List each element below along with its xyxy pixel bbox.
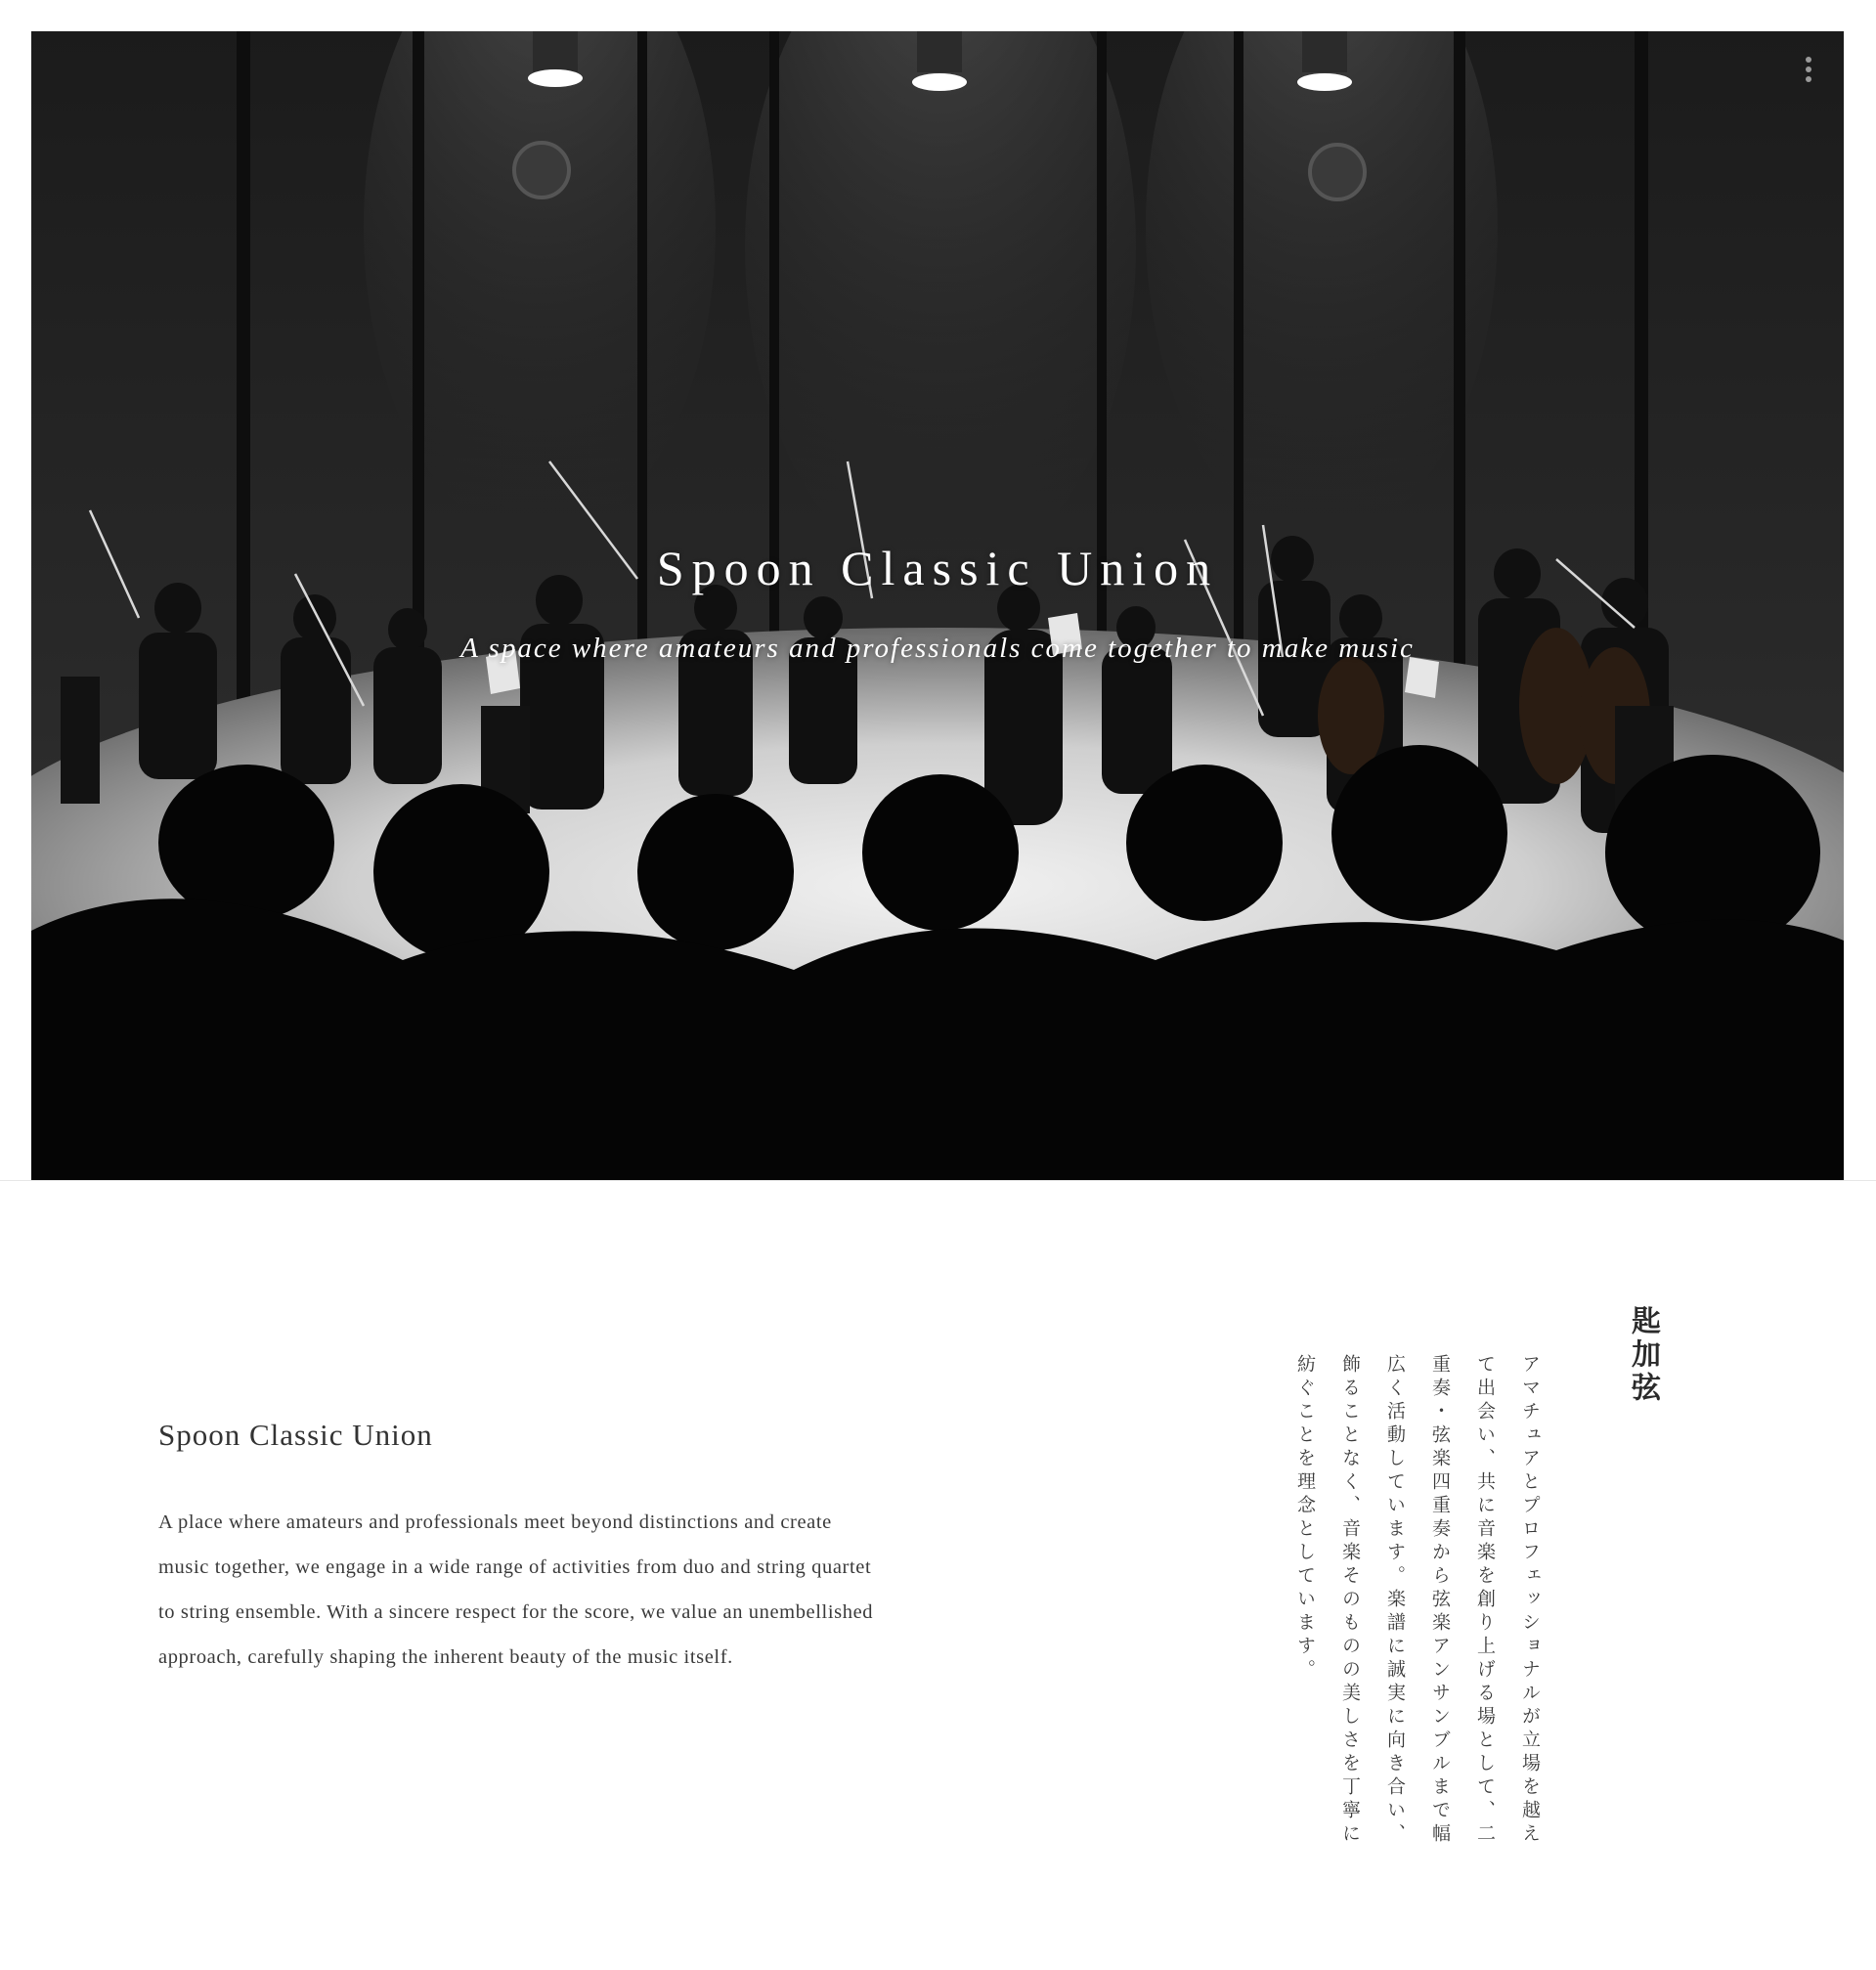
about-english-heading: Spoon Classic Union [158,1418,433,1452]
menu-button[interactable] [1801,57,1816,90]
vertical-dots-icon-dot-2 [1806,66,1811,72]
hero-divider [0,1180,1876,1181]
about-english [158,1418,882,1680]
vertical-dots-icon-dot-3 [1806,76,1811,82]
about-english-body: A place where amateurs and professionals meet beyond distinctions and create music together, we engage in a wide range of activities from duo and string quartet to string ensemble. With a sincere respect for the score, we value an unembellished approach, carefully shaping the inherent beauty of the music itself. [158,1511,874,1668]
about-japanese-body: アマチュアとプロフェッショナルが立場を越えて出会い、共に音楽を創り上げる場として、二重奏・弦楽四重奏から弦楽アンサンブルまで幅広く活動しています。楽譜に誠実に向き合い、飾ることなく、音楽そのものの美しさを丁寧に紡ぐことを理念としています。 [1294,1354,1541,1847]
vertical-dots-icon [1806,57,1811,63]
about-japanese [1283,1305,1664,1853]
hero-tagline: A space where amateurs and professionals come together to make music [460,633,1415,664]
about-japanese-heading: 匙加弦 [1626,1305,1660,1405]
hero-photo [31,31,1844,1180]
hero-title: Spoon Classic Union [656,541,1219,595]
hero-section [31,31,1844,1180]
